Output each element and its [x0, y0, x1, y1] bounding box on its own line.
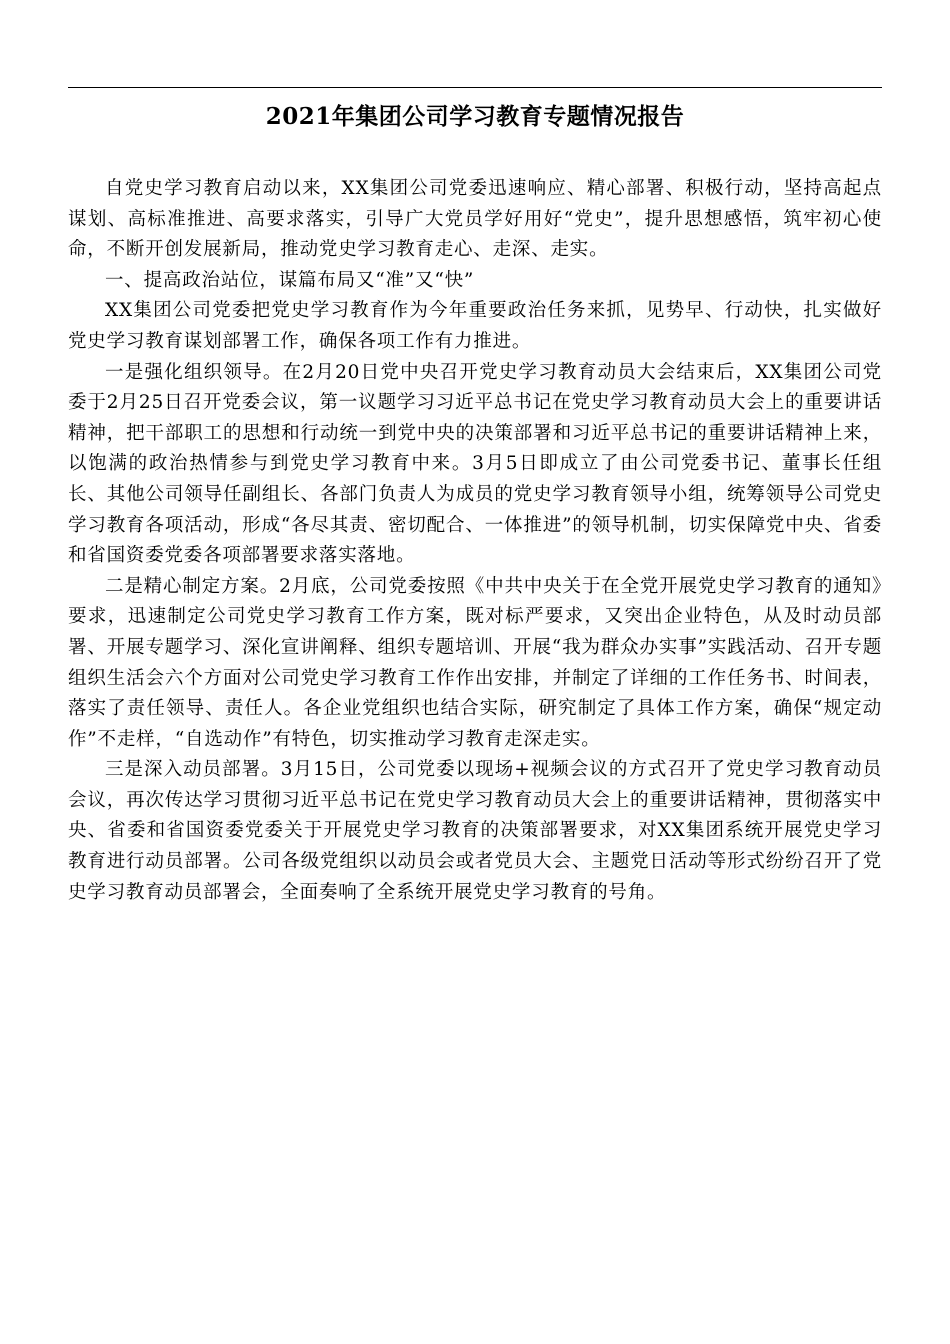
paragraph-intro: 自党史学习教育启动以来，XX集团公司党委迅速响应、精心部署、积极行动，坚持高起点谋划、高标准推进、高要求落实，引导广大党员学好用好“党史”，提升思想感悟，筑牢初心使命，不断开创发展新局，推动党史学习教育走心、走深、走实。: [68, 178, 882, 261]
paragraph-mobilization: 三是深入动员部署。3月15日，公司党委以现场+视频会议的方式召开了党史学习教育动员会议，再次传达学习贯彻习近平总书记在党史学习教育动员大会上的重要讲话精神，贯彻落实中央、省委和省国资委党委关于开展党史学习教育的决策部署要求，对XX集团系统开展党史学习教育进行动员部署。公司各级党组织以动员会或者党员大会、主题党日活动等形式纷纷召开了党史学习教育动员部署会，全面奏响了全系统开展党史学习教育的号角。: [68, 759, 882, 903]
paragraph-organization-leadership: 一是强化组织领导。在2月20日党中央召开党史学习教育动员大会结束后，XX集团公司党委于2月25日召开党委会议，第一议题学习习近平总书记在党史学习教育动员大会上的重要讲话精神，把干部职工的思想和行动统一到党中央的决策部署和习近平总书记的重要讲话精神上来，以饱满的政治热情参与到党史学习教育中来。3月5日即成立了由公司党委书记、董事长任组长、其他公司领导任副组长、各部门负责人为成员的党史学习教育领导小组，统筹领导公司党史学习教育各项活动，形成“各尽其责、密切配合、一体推进”的领导机制，切实保障党中央、省委和省国资委党委各项部署要求落实落地。: [68, 361, 882, 567]
paragraph-plan-formulation: 二是精心制定方案。2月底，公司党委按照《中共中央关于在全党开展党史学习教育的通知》要求，迅速制定公司党史学习教育工作方案，既对标严要求，又突出企业特色，从及时动员部署、开展专题学习、深化宣讲阐释、组织专题培训、开展“我为群众办实事”实践活动、召开专题组织生活会六个方面对公司党史学习教育工作作出安排，并制定了详细的工作任务书、时间表，落实了责任领导、责任人。各企业党组织也结合实际，研究制定了具体工作方案，确保“规定动作”不走样，“自选动作”有特色，切实推动学习教育走深走实。: [68, 575, 882, 750]
section-heading-1: 一、提高政治站位，谋篇布局又“准”又“快”: [105, 269, 475, 291]
paragraph-section-1-summary: XX集团公司党委把党史学习教育作为今年重要政治任务来抓，见势早、行动快，扎实做好党史学习教育谋划部署工作，确保各项工作有力推进。: [68, 300, 882, 352]
header-rule: [68, 87, 882, 88]
document-title: 2021年集团公司学习教育专题情况报告: [265, 103, 685, 130]
document-body: [68, 174, 882, 908]
